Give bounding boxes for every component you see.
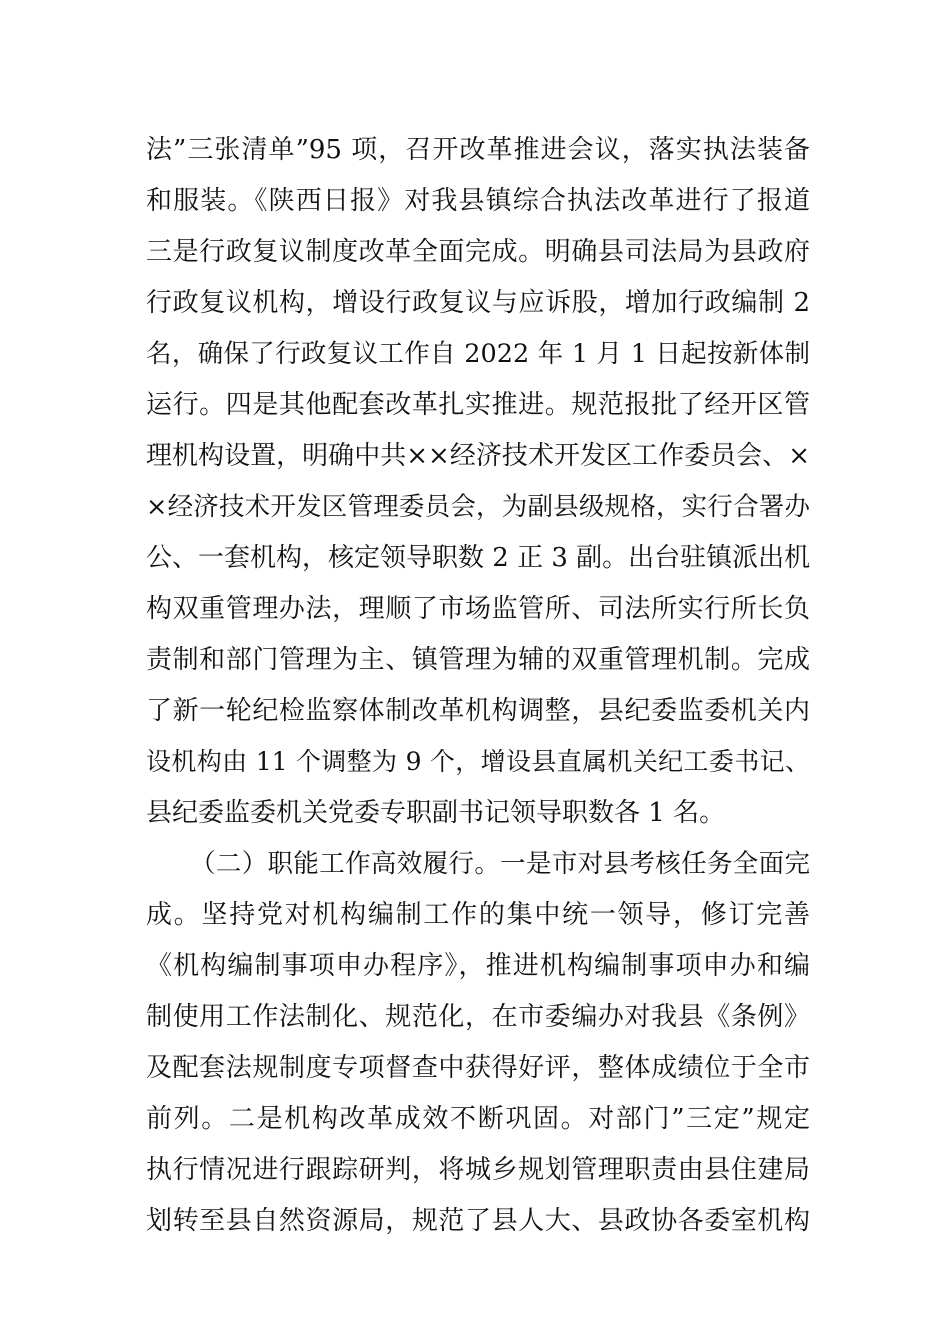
text-line: 公、一套机构，核定领导职数 2 正 3 副。出台驻镇派出机 — [146, 543, 811, 573]
text-line: 责制和部门管理为主、镇管理为辅的双重管理机制。完成 — [146, 645, 810, 675]
text-line: 及配套法规制度专项督查中获得好评，整体成绩位于全市 — [146, 1053, 810, 1083]
text-line: 设机构由 11 个调整为 9 个，增设县直属机关纪工委书记、 — [146, 747, 810, 776]
text-line: 理机构设置，明确中共××经济技术开发区工作委员会、× — [146, 441, 810, 471]
text-line: ×经济技术开发区管理委员会，为副县级规格，实行合署办 — [146, 492, 810, 522]
text-line: 构双重管理办法，理顺了市场监管所、司法所实行所长负 — [146, 594, 810, 624]
text-line: 县纪委监委机关党委专职副书记领导职数各 1 名。 — [146, 798, 726, 828]
paragraph-heading-line: （二）职能工作高效履行。一是市对县考核任务全面完 — [190, 849, 810, 879]
text-line: 三是行政复议制度改革全面完成。明确县司法局为县政府 — [146, 237, 810, 267]
text-line: 了新一轮纪检监察体制改革机构调整，县纪委监委机关内 — [146, 696, 810, 726]
text-line: 制使用工作法制化、规范化，在市委编办对我县《条例》 — [146, 1002, 810, 1032]
text-line: 成。坚持党对机构编制工作的集中统一领导，修订完善 — [146, 900, 810, 930]
text-line: 法”三张清单”95 项，召开改革推进会议，落实执法装备 — [146, 135, 810, 165]
text-line: 前列。二是机构改革成效不断巩固。对部门”三定”规定 — [146, 1104, 810, 1134]
text-line: 行政复议机构，增设行政复议与应诉股，增加行政编制 2 — [146, 288, 810, 318]
text-line: 和服装。《陕西日报》对我县镇综合执法改革进行了报道 — [146, 186, 810, 216]
text-line: 《机构编制事项申办程序》，推进机构编制事项申办和编 — [146, 951, 810, 981]
text-line: 划转至县自然资源局，规范了县人大、县政协各委室机构 — [146, 1206, 810, 1236]
text-line: 名，确保了行政复议工作自 2022 年 1 月 1 日起按新体制 — [146, 339, 810, 369]
text-line: 运行。四是其他配套改革扎实推进。规范报批了经开区管 — [146, 390, 810, 420]
text-line: 执行情况进行跟踪研判，将城乡规划管理职责由县住建局 — [146, 1155, 810, 1185]
